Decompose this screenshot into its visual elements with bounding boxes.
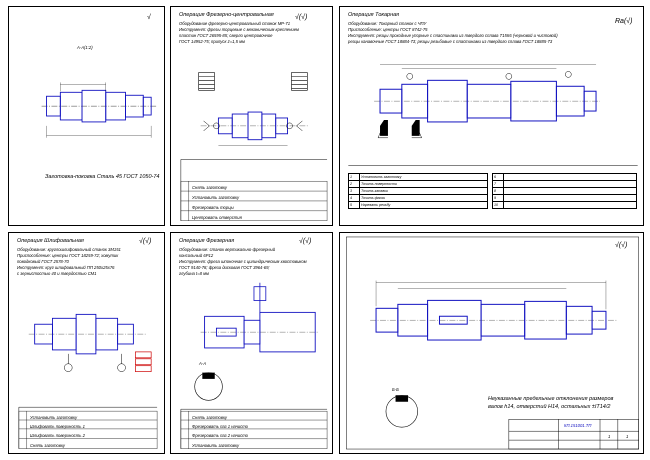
operation-title: Операция Фрезерная bbox=[179, 238, 235, 244]
operation-line-1: Оборудование: круглошлифовальный станок 3М151 bbox=[17, 247, 121, 252]
table-row bbox=[504, 181, 637, 188]
operation-line-2: Приспособление: центры ГОСТ 8742-75 bbox=[348, 27, 428, 32]
step-3: Фрезеровать торцы bbox=[192, 205, 234, 210]
stamp-code: КП.151001.ТП bbox=[564, 423, 592, 428]
final-part-drawing bbox=[340, 233, 643, 453]
roughness-symbol: √(√) bbox=[139, 238, 152, 245]
table-row bbox=[504, 174, 637, 181]
operation-line-4: ГОСТ 9140-78; фреза дисковая ГОСТ 3964-69; bbox=[179, 265, 270, 270]
sheet-milling bbox=[170, 232, 333, 454]
operation-line-1: Оборудование: Токарный станок с ЧПУ bbox=[348, 21, 427, 26]
operation-line-3: Инструмент: фреза шпоночная с цилиндрическим хвостовиком bbox=[179, 259, 307, 264]
table-row bbox=[504, 188, 637, 195]
section-label: А-А bbox=[199, 361, 206, 366]
operation-line-2: Приспособление: центры ГОСТ 18259-72; хомутик bbox=[17, 253, 119, 258]
table-row: Установить заготовку bbox=[360, 174, 488, 181]
table-row: Точить канавки bbox=[360, 188, 488, 195]
stamp-sheet: 1 bbox=[608, 434, 611, 439]
roughness-symbol: √(√) bbox=[615, 242, 628, 249]
section-label: А-А(1:2) bbox=[77, 45, 93, 50]
table-row: Точить фаски bbox=[360, 195, 488, 202]
blank-caption: Заготовка-поковка Сталь 45 ГОСТ 1050-74 bbox=[45, 174, 160, 180]
turning-steps-table-right: 6 7 8 9 10 bbox=[492, 173, 637, 209]
turning-steps-table-left: 1 Установить заготовку 2 Точить поверхности 3 Точить канавки 4 Точить фаски 5 Нарезать резьбу bbox=[348, 173, 488, 209]
step-3: Фрезеровать паз 2 начисто bbox=[192, 433, 248, 438]
operation-line-3: пластин ГОСТ 26595-85; сверло центровочное bbox=[179, 33, 273, 38]
tolerance-markers bbox=[135, 352, 151, 372]
operation-line-1: Оборудование фрезерно-центровальный станок МР-71 bbox=[179, 21, 291, 26]
operation-line-2: Инструмент: фрезы торцевые с механическим креплением bbox=[179, 27, 299, 32]
step-4: Установить заготовку bbox=[192, 443, 240, 448]
roughness-symbol: Ra(√) bbox=[615, 18, 633, 25]
sheet-blank bbox=[8, 6, 165, 226]
turning-tools bbox=[380, 120, 420, 136]
operation-line-3: Инструмент: резцы проходные упорные с пластинами из твердого сплава Т15К6 (черновой и чистовой) bbox=[348, 33, 558, 38]
roughness-symbol: √(√) bbox=[299, 238, 312, 245]
table-row bbox=[504, 195, 637, 202]
stamp-sheets: 1 bbox=[626, 434, 629, 439]
step-4: Центровать отверстия bbox=[192, 215, 242, 220]
table-row: Нарезать резьбу bbox=[360, 202, 488, 209]
operation-line-3: поводковый ГОСТ 2578-70 bbox=[17, 259, 69, 264]
operation-line-4: ГОСТ 14952-75; припуск z=1,5 мм bbox=[179, 39, 245, 44]
sheet-milling-centering bbox=[170, 6, 333, 226]
operation-line-4: резцы канавочные ГОСТ 18884-73; резцы резьбовые с пластинами из твердого сплава ГОСТ 18885-73 bbox=[348, 39, 553, 44]
step-1: Снять заготовку bbox=[192, 185, 228, 190]
caption-line-1: Неуказанные предельные отклонения размеров bbox=[488, 396, 614, 402]
operation-title: Операция Шлифовальная bbox=[17, 238, 84, 244]
roughness-symbol: √(√) bbox=[295, 14, 308, 21]
operation-title: Операция Фрезерно-центровальная bbox=[179, 12, 274, 18]
step-1: Установить заготовку bbox=[30, 415, 78, 420]
face-mill-right bbox=[292, 73, 308, 91]
blank-drawing bbox=[9, 7, 164, 225]
step-2: Фрезеровать паз 1 начисто bbox=[192, 424, 248, 429]
step-4: Снять заготовку bbox=[30, 443, 66, 448]
step-2: Шлифовать поверхность 1 bbox=[30, 424, 85, 429]
operation-line-5: с зернистостью 40 и твердостью СМ1 bbox=[17, 271, 97, 276]
operation-line-1: Оборудование: станок вертикально-фрезерный bbox=[179, 247, 276, 252]
step-3: Шлифовать поверхность 2 bbox=[30, 433, 85, 438]
operation-title: Операция Токарная bbox=[348, 12, 400, 18]
sheet-turning bbox=[339, 6, 644, 226]
table-row bbox=[504, 202, 637, 209]
sheet-final-part bbox=[339, 232, 644, 454]
operation-line-5: глубина t=8 мм bbox=[179, 271, 209, 276]
section-view bbox=[195, 373, 223, 401]
table-row: Точить поверхности bbox=[360, 181, 488, 188]
roughness-symbol: √ bbox=[147, 14, 151, 21]
caption-line-2: валов h14, отверстий H14, остальных ±IT14/2 bbox=[488, 404, 611, 410]
keyway-cutter bbox=[254, 283, 266, 313]
operation-line-4: Инструмент: круг шлифовальный ПП 250х25х76 bbox=[17, 265, 115, 270]
sheet-grinding bbox=[8, 232, 165, 454]
step-1: Снять заготовку bbox=[192, 415, 228, 420]
step-2: Установить заготовку bbox=[192, 195, 240, 200]
section-label: Б-Б bbox=[392, 387, 399, 392]
operation-line-2: консольный 6Р12 bbox=[179, 253, 214, 258]
section-view bbox=[386, 396, 418, 428]
face-mill-left bbox=[199, 73, 215, 91]
